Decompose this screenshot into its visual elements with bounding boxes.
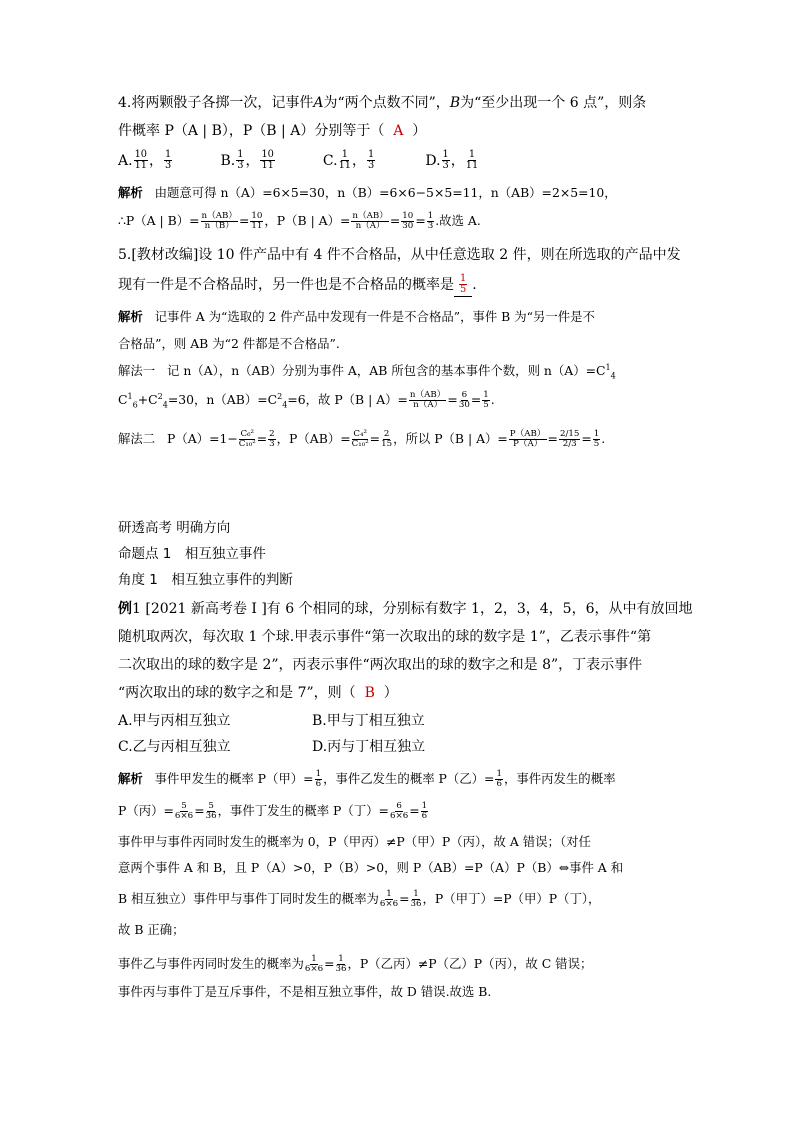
example1-line4: “两次取出的球的数字之和是 7”，则（ B ） xyxy=(118,685,398,701)
example1-solution-line6: 故 B 正确； xyxy=(118,922,185,937)
q4-solution-line2: ∴P（A | B）= $\frac{n(AB)}{n(B)}$ = $\frac{10}{11}$ ，P（B | A）= $\frac{n(AB)}{n(A)}$ = $\frac{10}{30}$ = $\frac{1}{3}$ .故选 A. xyxy=(118,211,481,232)
q4-option-b: B. $\frac{1}{3}$ ， $\frac{10}{11}$ xyxy=(220,149,274,172)
q4-answer: A xyxy=(393,123,404,139)
example1-line3: 二次取出的球的数字是 2”，丙表示事件“两次取出的球的数字之和是 8”，丁表示事件 xyxy=(118,657,643,673)
q4-options xyxy=(118,150,479,172)
q4-option-a: A. $\frac{10}{11}$ ， $\frac{1}{3}$ xyxy=(118,149,172,172)
q4-option-d: D. $\frac{1}{3}$ ， $\frac{1}{11}$ xyxy=(425,149,479,172)
q5-stem-line2: 现有一件是不合格品时，另一件也是不合格品的概率是 $\frac{1}{5}$ . xyxy=(118,273,477,296)
q4-option-c: C. $\frac{1}{11}$ ， $\frac{1}{3}$ xyxy=(322,149,375,172)
q5-solution-line1: 解析 记事件 A 为“选取的 2 件产品中发现有一件是不合格品”，事件 B 为“另一件是不 xyxy=(118,309,595,324)
q4-stem-line2: 件概率 P（A | B），P（B | A）分别等于（ A ） xyxy=(118,123,427,139)
example1-option-b: B.甲与丁相互独立 xyxy=(312,713,425,729)
example1-solution-line2: P（丙）= $\frac{5}{6\times 6}$ = $\frac{5}{36}$ ，事件丁发生的概率 P（丁）= $\frac{6}{6\times 6}$ = $\frac{1}{6}$ xyxy=(118,801,428,822)
example1-line2: 随机取两次，每次取 1 个球.甲表示事件“第一次取出的球的数字是 1”，乙表示事件“第 xyxy=(118,629,652,645)
example1-solution-line3: 事件甲与事件丙同时发生的概率为 0，P（甲丙）≠P（甲）P（丙），故 A 错误；（对任 xyxy=(118,834,591,849)
example1-solution-line4: 意两个事件 A 和 B，且 P（A）>0，P（B）>0，则 P（AB）=P（A）P（B）⇔事件 A 和 xyxy=(118,860,624,875)
example1-options-row1 xyxy=(118,714,425,728)
q4-stem-line1: 4.将两颗骰子各掷一次，记事件A为“两个点数不同”，B为“至少出现一个 6 点”，则条 xyxy=(118,95,647,111)
section-angle: 角度 1 相互独立事件的判断 xyxy=(118,572,293,588)
example1-options-row2 xyxy=(118,740,425,754)
example1-option-d: D.丙与丁相互独立 xyxy=(312,739,426,755)
q4-solution-line1: 解析 由题意可得 n（A）=6×5=30，n（B）=6×6−5×5=11，n（AB）=2×5=10， xyxy=(118,185,617,200)
q5-answer: $\frac{1}{5}$ xyxy=(460,273,467,296)
section-title: 研透高考 明确方向 xyxy=(118,520,231,536)
example1-line1: 例1 [2021 新高考卷 I ]有 6 个相同的球，分别标有数字 1，2，3，4，5，6，从中有放回地 xyxy=(118,601,693,617)
example1-answer: B xyxy=(364,685,375,701)
example1-solution-line5: B 相互独立）事件甲与事件丁同时发生的概率为 $\frac{1}{6\times 6}$ = $\frac{1}{36}$ ，P（甲丁）=P（甲）P（丁）， xyxy=(118,889,601,910)
section-point: 命题点 1 相互独立事件 xyxy=(118,546,266,562)
example1-option-a: A.甲与丙相互独立 xyxy=(118,713,231,729)
q5-method1-line1: 解法一 记 n（A），n（AB）分别为事件 A，AB 所包含的基本事件个数，则 $n(A)=C^1_4$ xyxy=(118,362,616,381)
example1-solution-line7: 事件乙与事件丙同时发生的概率为 $\frac{1}{6\times 6}$ = $\frac{1}{36}$ ，P（乙丙）≠P（乙）P（丙），故 C 错误； xyxy=(118,954,593,975)
example1-option-c: C.乙与丙相互独立 xyxy=(118,739,231,755)
q5-method1-line2: $C^1_6+C^2_4=30$，$n(AB)=C^2_4=6$，故 P（B | A）= $\frac{n(AB)}{n(A)}$ = $\frac{6}{30}$ = $\frac{1}{5}$ . xyxy=(118,390,495,411)
example1-solution-line1: 解析 事件甲发生的概率 P（甲）= $\frac{1}{6}$ ，事件乙发生的概率 P（乙）= $\frac{1}{6}$ ，事件丙发生的概率 xyxy=(118,769,616,790)
example1-solution-line8: 事件丙与事件丁是互斥事件，不是相互独立事件，故 D 错误.故选 B. xyxy=(118,984,492,999)
q5-method2: 解法二 P（A）=1− $\frac{\text{C₆²}}{\text{C₁₀²}}$ = $\frac{2}{3}$ ，P（AB）= $\frac{\text{C₄²}}{\text{C₁₀²}}$ = $\frac{2}{15}$ ，所以 P（B | A）= $\frac{P(AB)}{P(A)}$ = $\frac{2/15}{2/3}$ = $\frac{1}{5}$ . xyxy=(118,429,606,450)
q5-solution-line2: 合格品”，则 AB 为“2 件都是不合格品”. xyxy=(118,336,340,351)
q5-stem-line1: 5.[教材改编]设 10 件产品中有 4 件不合格品，从中任意选取 2 件，则在所选取的产品中发 xyxy=(118,247,681,263)
